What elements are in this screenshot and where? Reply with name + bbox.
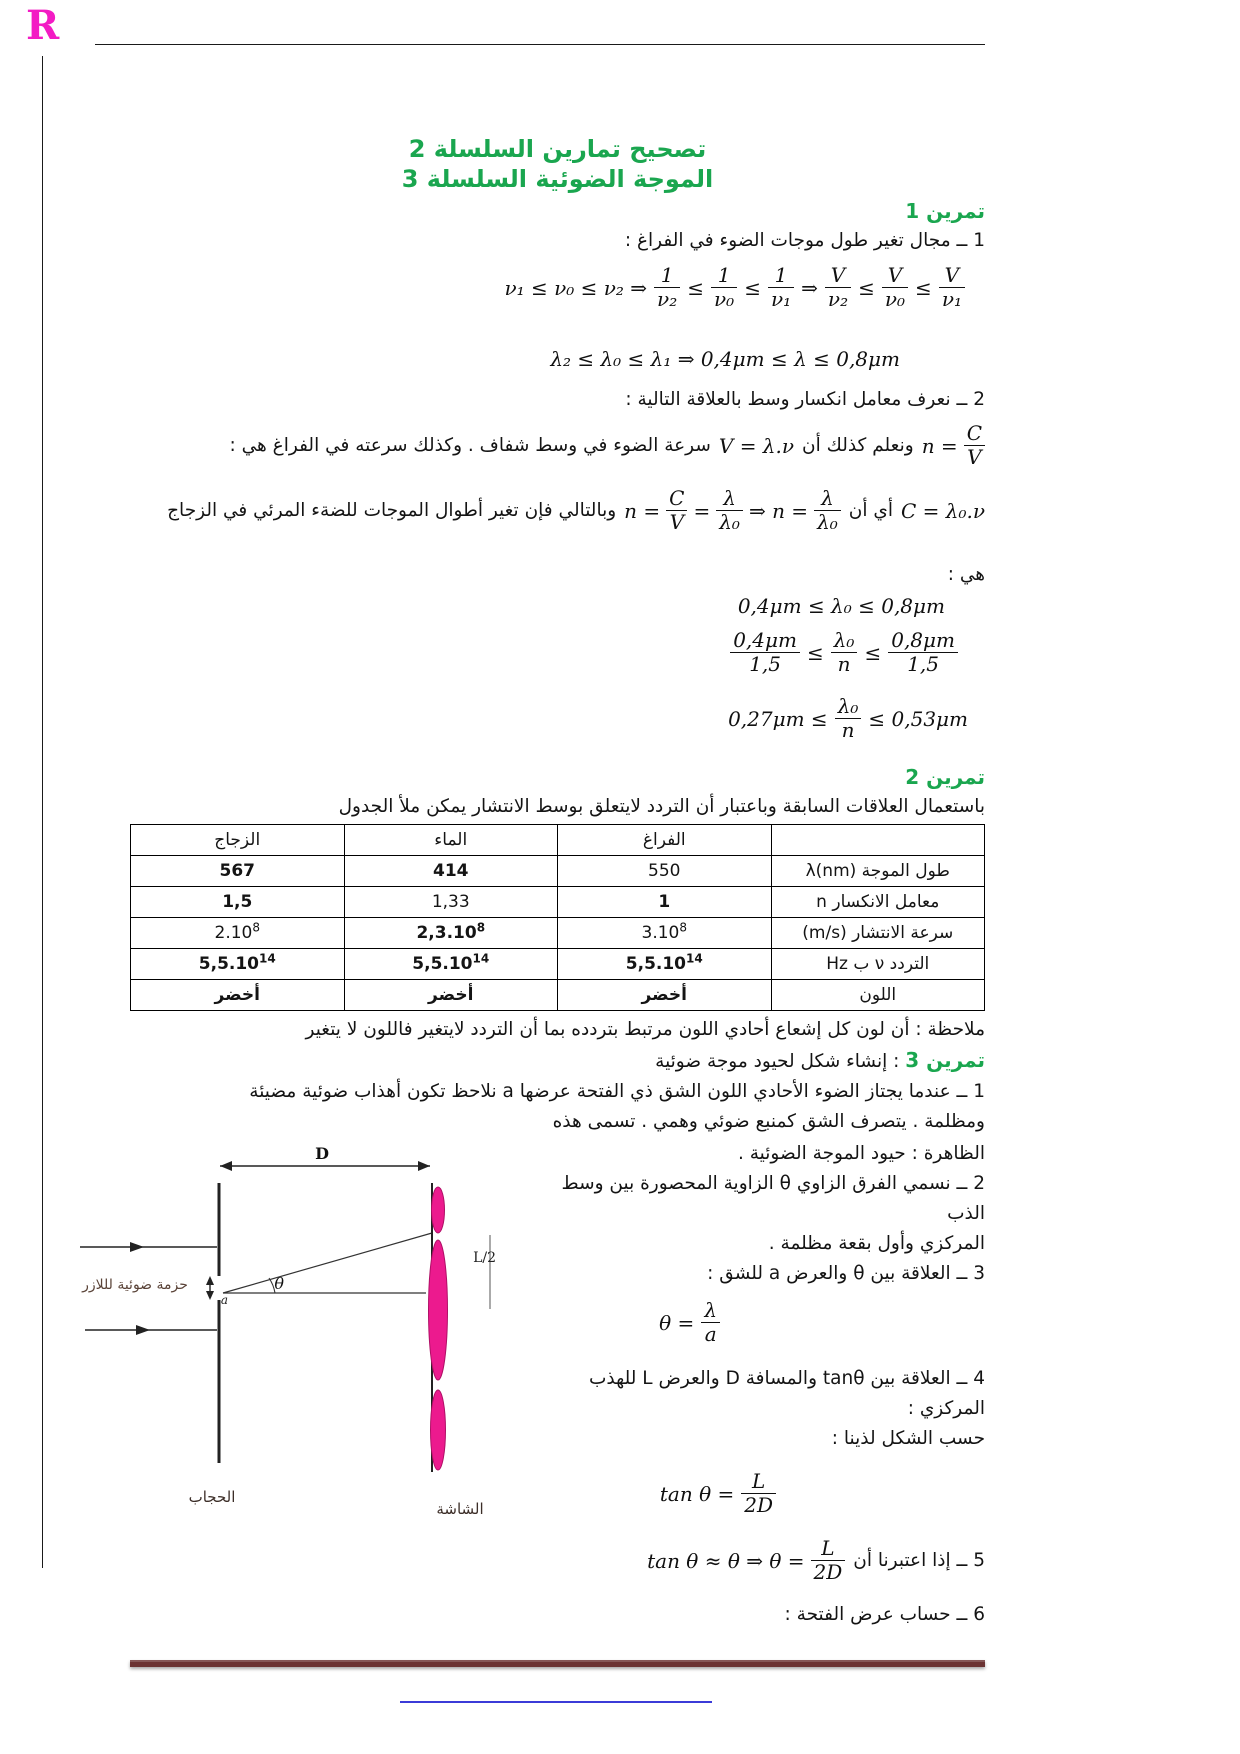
- ex1-hiya-text: هي :: [947, 564, 985, 585]
- ex1-n-equals-c-over-v-formula: n = $\frac{C}{V}$: [922, 422, 985, 469]
- arrowhead-right-icon: [418, 1161, 430, 1171]
- cell-index-vacuum: 1: [558, 887, 772, 918]
- distance-D-label: D: [315, 1144, 329, 1163]
- table-row-wavelength: [131, 856, 985, 887]
- ex3-approximation-line: [130, 1537, 985, 1584]
- exercise2-heading: تمرين 2: [905, 765, 985, 789]
- col-header-glass: الزجاج: [131, 825, 345, 856]
- cell-speed-vacuum: 3.10$^8$: [558, 918, 772, 949]
- laser-beam-label: حزمة ضوئية لللازر: [82, 1277, 188, 1293]
- ex3-p4: 4 ــ العلاقة بين tanθ والمسافة D والعرض L للهذب المركزي :: [588, 1368, 985, 1419]
- ray-arrowhead-upper-icon: [130, 1242, 144, 1252]
- cell-color-vacuum: أخضر: [558, 980, 772, 1011]
- ex2-note: ملاحظة : أن لون كل إشعاع أحادي اللون مرتبط بتردده بما أن التردد لايتغير فاللون لا يتغير: [305, 1019, 985, 1040]
- cell-frequency-water: 5,5.10$^{14}$: [344, 949, 558, 980]
- table-header-row: [131, 825, 985, 856]
- cell-wavelength-water: 414: [344, 856, 558, 887]
- ex3-approximation-formula: tan θ ≈ θ ⇒ θ = $\frac{L}{2D}$: [647, 1537, 845, 1584]
- ex1-line-n-text2: سرعة الضوء في وسط شفاف . وكذلك سرعته في الفراغ هي :: [229, 435, 711, 456]
- footer-rule: [130, 1660, 985, 1667]
- table-row-speed: [131, 918, 985, 949]
- doc-title-line1: تصحيح تمارين السلسلة 2: [408, 135, 707, 163]
- screen-label: الشاشة: [436, 1500, 484, 1517]
- cell-wavelength-glass: 567: [131, 856, 345, 887]
- col-header-water: الماء: [344, 825, 558, 856]
- slit-marker-up-arrowhead-icon: [206, 1276, 214, 1285]
- ex1-range2-formula: $\frac{0,4\mu m}{1,5}$ ≤ $\frac{\text{λ₀}}{n}$ ≤ $\frac{0,8\mu m}{1,5}$: [130, 629, 985, 676]
- ex3-p6-text: 5 ــ إذا اعتبرنا أن: [853, 1550, 985, 1571]
- ex3-p2b: المركزي وأول بقعة مظلمة .: [768, 1233, 985, 1254]
- diffraction-diagram: [60, 1137, 530, 1517]
- exercise1-heading: تمرين 1: [905, 199, 985, 223]
- ex1-line-c-text1: أي أن: [848, 500, 894, 521]
- cell-speed-water: 2,3.10$^8$: [344, 918, 558, 949]
- table-row-index: [131, 887, 985, 918]
- ex1-range3-formula: 0,27μm ≤ $\frac{\text{λ₀}}{n}$ ≤ 0,53μm: [728, 694, 968, 742]
- col-header-vacuum: الفراغ: [558, 825, 772, 856]
- row-label-speed: سرعة الانتشار (m/s): [771, 918, 985, 949]
- ex1-line-c-text2: وبالتالي فإن تغير أطوال الموجات للضةء المرئي في الزجاج: [167, 500, 617, 521]
- cell-color-glass: أخضر: [131, 980, 345, 1011]
- doc-title-line2: الموجة الضوئية السلسلة 3: [401, 165, 714, 193]
- fringe-central-icon: [429, 1240, 448, 1380]
- site-logo: R: [26, 2, 60, 49]
- row-label-color: اللون: [771, 980, 985, 1011]
- diffracted-ray-line: [223, 1233, 432, 1293]
- ex3-p1a: 1 ــ عندما يجتاز الضوء الأحادي اللون الشق ذي الفتحة عرضها a نلاحظ تكون أهذاب ضوئية مضيئة: [249, 1081, 985, 1102]
- ex1-range1-formula: 0,4μm ≤ λ₀ ≤ 0,8μm: [737, 594, 945, 618]
- cell-index-water: 1,33: [344, 887, 558, 918]
- row-label-frequency: التردد ν ب Hz: [771, 949, 985, 980]
- table-row-color: [131, 980, 985, 1011]
- ex1-question2: 2 ــ نعرف معامل انكسار وسط بالعلاقة التالية :: [625, 389, 985, 410]
- cell-color-water: أخضر: [344, 980, 558, 1011]
- ex1-c-equals-lambda0-nu-formula: C = λ₀.ν: [901, 498, 985, 523]
- ex1-question1: 1 ــ مجال تغير طول موجات الضوء في الفراغ :: [624, 230, 985, 251]
- ex3-p1b: ومظلمة . يتصرف الشق كمنبع ضوئي وهمي . تسمى هذه: [552, 1111, 985, 1132]
- ex3-theta-formula: θ = $\frac{\lambda}{a}$: [536, 1299, 985, 1346]
- ex1-wavelength-inequality-formula: λ₂ ≤ λ₀ ≤ λ₁ ⇒ 0,4μm ≤ λ ≤ 0,8μm: [550, 347, 900, 371]
- cell-speed-glass: 2.10$^8$: [131, 918, 345, 949]
- ex1-n-lambda-ratio-formula: n = $\frac{C}{V}$ = $\frac{\lambda}{\text{λ₀}}$ ⇒ n = $\frac{\lambda}{\text{λ₀}}$: [624, 487, 841, 534]
- slit-marker-down-arrowhead-icon: [206, 1291, 214, 1300]
- ex2-intro: باستعمال العلاقات السابقة وباعتبار أن التردد لايتعلق بوسط الانتشار يمكن ملأ الجدول: [338, 796, 985, 817]
- footer-link-line[interactable]: [400, 1701, 712, 1703]
- row-label-index: معامل الانكسار n: [771, 887, 985, 918]
- ex1-frequency-inequality-formula: ν₁ ≤ ν₀ ≤ ν₂ ⇒ $\frac{1}{\text{ν₂}}$ ≤ $\frac{1}{\text{ν₀}}$ ≤ $\frac{1}{\text{ν₁}}$ ⇒ $\frac{V}{\text{ν₂}}$ ≤ $\frac{V}{\text{ν₀}}$ ≤ $\frac{V}{\text{ν₁}}$: [130, 264, 985, 311]
- ex1-line-n-text1: ونعلم كذلك أن: [802, 435, 914, 456]
- ex1-refractive-index-line: [130, 422, 985, 469]
- row-label-wavelength: طول الموجة λ(nm): [771, 856, 985, 887]
- ex3-p2a: 2 ــ نسمي الفرق الزاوي θ الزاوية المحصورة بين وسط الذب: [561, 1173, 985, 1224]
- table-row-frequency: [131, 949, 985, 980]
- theta-angle-label: θ: [274, 1274, 284, 1293]
- cell-index-glass: 1,5: [131, 887, 345, 918]
- ex3-p1c: الظاهرة : حيود الموجة الضوئية .: [738, 1143, 985, 1164]
- cell-frequency-vacuum: 5,5.10$^{14}$: [558, 949, 772, 980]
- fringe-bottom-icon: [431, 1390, 446, 1470]
- slit-width-a-label: a: [220, 1293, 228, 1307]
- ex1-v-equals-lambda-nu-formula: V = λ.ν: [718, 433, 794, 458]
- ex3-tan-theta-formula: tan θ = $\frac{L}{2D}$: [536, 1470, 985, 1517]
- fringe-top-icon: [432, 1187, 445, 1233]
- L-half-label: L/2: [473, 1250, 496, 1266]
- document-content: [82, 0, 985, 1630]
- ray-arrowhead-lower-icon: [136, 1325, 150, 1335]
- left-rule: [42, 56, 43, 1568]
- exercise3-heading-number: تمرين 3: [905, 1048, 985, 1072]
- arrowhead-left-icon: [220, 1161, 232, 1171]
- exercise3-heading-title: : إنشاء شكل لحيود موجة ضوئية: [655, 1051, 906, 1072]
- corner-cell: [771, 825, 985, 856]
- exercise3-heading: [130, 1045, 985, 1077]
- ex3-p5: حسب الشكل لذينا :: [831, 1428, 985, 1449]
- media-properties-table: [130, 824, 985, 1011]
- ex1-c-lambda-line: [130, 487, 985, 534]
- ex3-p3: 3 ــ العلاقة بين θ والعرض a للشق :: [707, 1263, 985, 1284]
- ex3-p7: 6 ــ حساب عرض الفتحة :: [784, 1604, 985, 1625]
- cell-wavelength-vacuum: 550: [558, 856, 772, 887]
- diaphragm-label: الحجاب: [188, 1488, 236, 1506]
- cell-frequency-glass: 5,5.10$^{14}$: [131, 949, 345, 980]
